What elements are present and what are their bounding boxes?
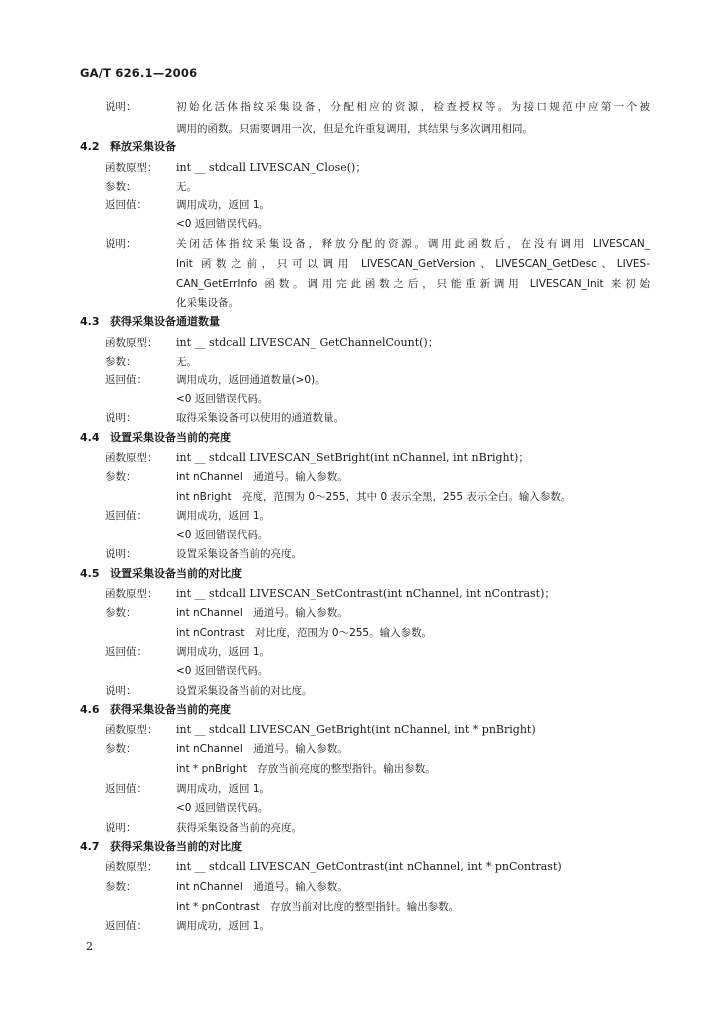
s43-proto-label: 函数原型： (105, 337, 158, 349)
s47-ret-label: 返回值： (105, 920, 147, 932)
s44-param-line-2: int nBright 亮度，范围为 0～255，其中 0 表示全黑，255 表示全白。输入参数。 (176, 491, 572, 503)
s44-param-line-1: int nChannel 通道号。输入参数。 (176, 471, 348, 483)
s45-param-line-1: int nChannel 通道号。输入参数。 (176, 607, 348, 619)
s42-ret-line-2: <0 返回错误代码。 (176, 218, 269, 230)
section-title: 获得采集设备当前的对比度 (110, 840, 242, 853)
section-number: 4.3 (80, 315, 100, 328)
s43-ret-line-1: 调用成功，返回通道数量(>0)。 (176, 374, 326, 386)
s47-prototype: int __ stdcall LIVESCAN_GetContrast(int nChannel, int * pnContrast) (176, 860, 562, 873)
s46-note-line-1: 获得采集设备当前的亮度。 (176, 822, 302, 834)
s42-note-line-2: Init 函数之前，只可以调用 LIVESCAN_GetVersion、LIVESCAN_GetDesc、LIVES- (176, 258, 650, 270)
s42-ret-label: 返回值： (105, 199, 147, 211)
s42-prototype: int __ stdcall LIVESCAN_Close()； (176, 161, 367, 174)
s46-prototype: int __ stdcall LIVESCAN_GetBright(int nChannel, int * pnBright) (176, 723, 536, 736)
section-4-4-heading (80, 431, 231, 445)
section-number: 4.5 (80, 567, 100, 580)
section-title: 获得采集设备通道数量 (110, 315, 220, 328)
s41-note-line-1: 初始化活体指纹采集设备，分配相应的资源，检查授权等。为接口规范中应第一个被 (176, 101, 650, 113)
s43-param: 无。 (176, 356, 197, 368)
s45-note-line-1: 设置采集设备当前的对比度。 (176, 685, 313, 697)
s45-note-label: 说明： (105, 685, 137, 697)
s46-param-line-1: int nChannel 通道号。输入参数。 (176, 743, 348, 755)
s43-ret-label: 返回值： (105, 374, 147, 386)
page-number: 2 (86, 940, 93, 953)
s41-note-label: 说明： (105, 101, 137, 113)
section-title: 设置采集设备当前的亮度 (110, 431, 231, 444)
section-title: 设置采集设备当前的对比度 (110, 567, 242, 580)
s45-prototype: int __ stdcall LIVESCAN_SetContrast(int nChannel, int nContrast)； (176, 587, 556, 600)
s43-param-label: 参数： (105, 356, 137, 368)
s42-proto-label: 函数原型： (105, 162, 158, 174)
s45-ret-line-2: <0 返回错误代码。 (176, 665, 269, 677)
s44-proto-label: 函数原型： (105, 452, 158, 464)
section-number: 4.2 (80, 140, 100, 153)
s42-note-line-4: 化采集设备。 (176, 297, 239, 309)
standard-code-header: GA/T 626.1—2006 (80, 66, 198, 80)
section-4-6-heading (80, 703, 231, 717)
s45-param-line-2: int nContrast 对比度，范围为 0～255。输入参数。 (176, 627, 433, 639)
s47-param-label: 参数： (105, 881, 137, 893)
section-number: 4.6 (80, 703, 100, 716)
s46-param-line-2: int * pnBright 存放当前亮度的整型指针。输出参数。 (176, 763, 436, 775)
s44-note-label: 说明： (105, 548, 137, 560)
s46-ret-line-1: 调用成功，返回 1。 (176, 783, 271, 795)
s42-note-label: 说明： (105, 238, 137, 250)
s46-param-label: 参数： (105, 743, 137, 755)
s47-proto-label: 函数原型： (105, 861, 158, 873)
section-4-2-heading (80, 140, 176, 154)
s46-ret-line-2: <0 返回错误代码。 (176, 802, 269, 814)
s43-prototype: int __ stdcall LIVESCAN_ GetChannelCount()； (176, 336, 439, 349)
s43-note-label: 说明： (105, 412, 137, 424)
s42-ret-line-1: 调用成功，返回 1。 (176, 199, 271, 211)
section-4-7-heading (80, 840, 242, 854)
s47-ret-line-1: 调用成功，返回 1。 (176, 920, 271, 932)
s44-ret-line-1: 调用成功，返回 1。 (176, 510, 271, 522)
section-number: 4.4 (80, 431, 100, 444)
s46-ret-label: 返回值： (105, 783, 147, 795)
section-4-5-heading (80, 567, 242, 581)
s46-note-label: 说明： (105, 822, 137, 834)
s44-ret-line-2: <0 返回错误代码。 (176, 529, 269, 541)
s47-param-line-1: int nChannel 通道号。输入参数。 (176, 881, 348, 893)
s42-param: 无。 (176, 181, 197, 193)
s47-param-line-2: int * pnContrast 存放当前对比度的整型指针。输出参数。 (176, 901, 460, 913)
s42-param-label: 参数： (105, 181, 137, 193)
s42-note-line-1: 关闭活体指纹采集设备，释放分配的资源。调用此函数后，在没有调用 LIVESCAN_ (176, 238, 650, 250)
section-title: 释放采集设备 (110, 140, 176, 153)
s44-prototype: int __ stdcall LIVESCAN_SetBright(int nChannel, int nBright)； (176, 451, 530, 464)
s42-note-line-3: CAN_GetErrInfo 函数。调用完此函数之后，只能重新调用 LIVESCAN_Init 来初始 (176, 278, 650, 290)
s45-ret-label: 返回值： (105, 646, 147, 658)
section-title: 获得采集设备当前的亮度 (110, 703, 231, 716)
s44-ret-label: 返回值： (105, 510, 147, 522)
s43-note-line-1: 取得采集设备可以使用的通道数量。 (176, 412, 344, 424)
s41-note-line-2: 调用的函数。只需要调用一次，但是允许重复调用，其结果与多次调用相同。 (176, 123, 533, 135)
s45-proto-label: 函数原型： (105, 588, 158, 600)
s46-proto-label: 函数原型： (105, 724, 158, 736)
s45-ret-line-1: 调用成功，返回 1。 (176, 646, 271, 658)
section-4-3-heading (80, 315, 220, 329)
s45-param-label: 参数： (105, 607, 137, 619)
s44-note-line-1: 设置采集设备当前的亮度。 (176, 548, 302, 560)
s43-ret-line-2: <0 返回错误代码。 (176, 393, 269, 405)
s44-param-label: 参数： (105, 471, 137, 483)
section-number: 4.7 (80, 840, 100, 853)
